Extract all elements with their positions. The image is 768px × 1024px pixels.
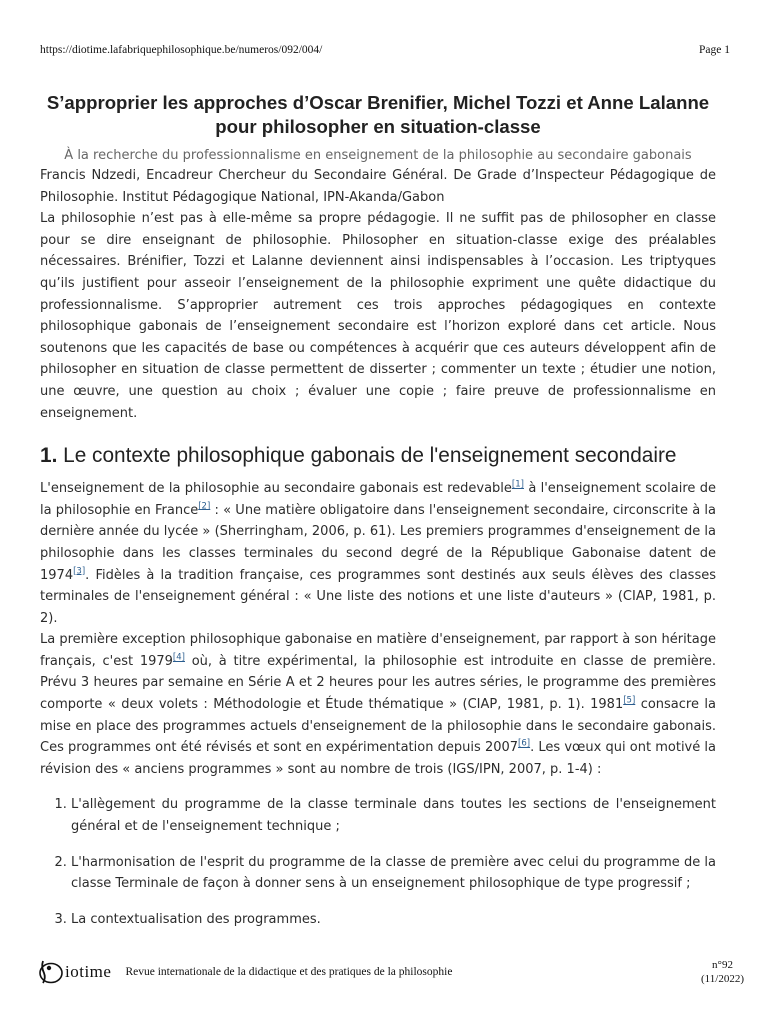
section-paragraph-1: [40, 478, 716, 629]
footnote-link-6[interactable]: [6]: [518, 738, 531, 749]
article-subtitle: À la recherche du professionnalisme en enseignement de la philosophie au secondaire gabonais: [64, 148, 692, 163]
footnote-link-2[interactable]: [2]: [198, 501, 211, 512]
issue-number: n°92: [712, 959, 733, 971]
section-number: 1.: [40, 444, 58, 468]
paragraph-text: L'enseignement de la philosophie au secondaire gabonais est redevable: [40, 481, 512, 497]
footnote-link-3[interactable]: [3]: [73, 566, 86, 577]
paragraph-text: consacre la mise en place des programmes actuels d'enseignement de la philosophie dans le secondaire gabonais. Ces programmes ont été révisés et sont en expérimentation depuis 2007: [40, 697, 716, 756]
page-header: [40, 44, 730, 56]
paragraph-text: où, à titre expérimental, la philosophie est introduite en classe de première. Prévu 3 heures par semaine en Série A et 2 heures pour les autres séries, le programme des premières comporte « deux volets : Méthodologie et Étude thématique » (CIAP, 1981, p. 1). 1981: [40, 653, 716, 713]
revision-goals-list: [40, 794, 716, 930]
footnote-link-4[interactable]: [4]: [172, 652, 185, 663]
article-content: [40, 91, 716, 944]
paragraph-text: . Les vœux qui ont motivé la révision des « anciens programmes » sont au nombre de trois (IGS/IPN, 2007, p. 1-4) :: [40, 740, 717, 777]
logo-wordmark: iotime: [65, 962, 112, 981]
journal-description: Revue internationale de la didactique et des pratiques de la philosophie: [125, 966, 453, 978]
footnote-link-5[interactable]: [5]: [623, 695, 636, 706]
section-title: Le contexte philosophique gabonais de l'enseignement secondaire: [63, 444, 677, 468]
paragraph-text: . Fidèles à la tradition française, ces programmes sont destinés aux seuls élèves des classes terminales de l'enseignement général : « Une liste des notions et une liste d'auteurs » (CIAP, 1981, p. 2).: [40, 567, 716, 626]
list-item: 2. L'harmonisation de l'esprit du programme de la classe de première avec celui du programme de la classe Terminale de façon à donner sens à un enseignement philosophique de type progressif ;: [71, 852, 716, 895]
section-heading: [40, 442, 716, 470]
author-info: Francis Ndzedi, Encadreur Chercheur du Secondaire Général. De Grade d’Inspecteur Pédagogique de Philosophie. Institut Pédagogique National, IPN-Akanda/Gabon: [40, 168, 716, 205]
abstract-paragraph: La philosophie n’est pas à elle-même sa propre pédagogie. Il ne suffit pas de philosopher en classe pour se dire enseignant de philosophie. Philosopher en situation-classe exige des préalables nécessaires. Brénifier, Tozzi et Lalanne deviennent ainsi indispensables à l’occasion. Les triptyques qu’ils justifient pour asseoir l’enseignement de la philosophie expriment une quête didactique du professionnalisme. S’approprier autrement ces trois approches pédagogiques en contexte philosophique gabonais de l’enseignement secondaire est l’horizon exploré dans cet article. Nous soutenons que les capacités de base ou compétences à acquérir que ces auteurs développent afin de philosopher en situation de classe permettent de disserter ; commenter un texte ; étudier une notion, une œuvre, une question au choix ; évaluer une copie ; faire preuve de professionnalisme en enseignement.: [40, 211, 716, 421]
issue-info: [701, 958, 744, 986]
section-paragraph-2: [40, 629, 716, 780]
page-number: Page 1: [699, 44, 730, 56]
paragraph-text: à l'enseignement scolaire de la philosophie en France: [40, 481, 716, 518]
paragraph-text: La première exception philosophique gabonaise en matière d'enseignement, par rapport à son héritage français, c'est 1979: [40, 632, 716, 669]
diotime-d-icon: [38, 959, 64, 985]
list-item: 1. L'allègement du programme de la classe terminale dans toutes les sections de l'enseignement général et de l'enseignement technique ;: [71, 794, 716, 837]
diotime-logo: [38, 959, 111, 985]
article-title: S’approprier les approches d’Oscar Brenifier, Michel Tozzi et Anne Lalanne pour philosopher en situation-classe: [46, 92, 710, 137]
list-item: 3. La contextualisation des programmes.: [71, 909, 716, 931]
issue-date: (11/2022): [701, 973, 744, 985]
page-footer: [38, 952, 744, 992]
page-url[interactable]: https://diotime.lafabriquephilosophique.be/numeros/092/004/: [40, 44, 323, 56]
footnote-link-1[interactable]: [1]: [511, 479, 524, 490]
paragraph-text: : « Une matière obligatoire dans l'enseignement secondaire, circonscrite à la dernière année du lycée » (Sherringham, 2006, p. 61). Les premiers programmes d'enseignement de la philosophie dans les classes terminales du second degré de la République Gabonaise datent de 1974: [40, 502, 716, 583]
